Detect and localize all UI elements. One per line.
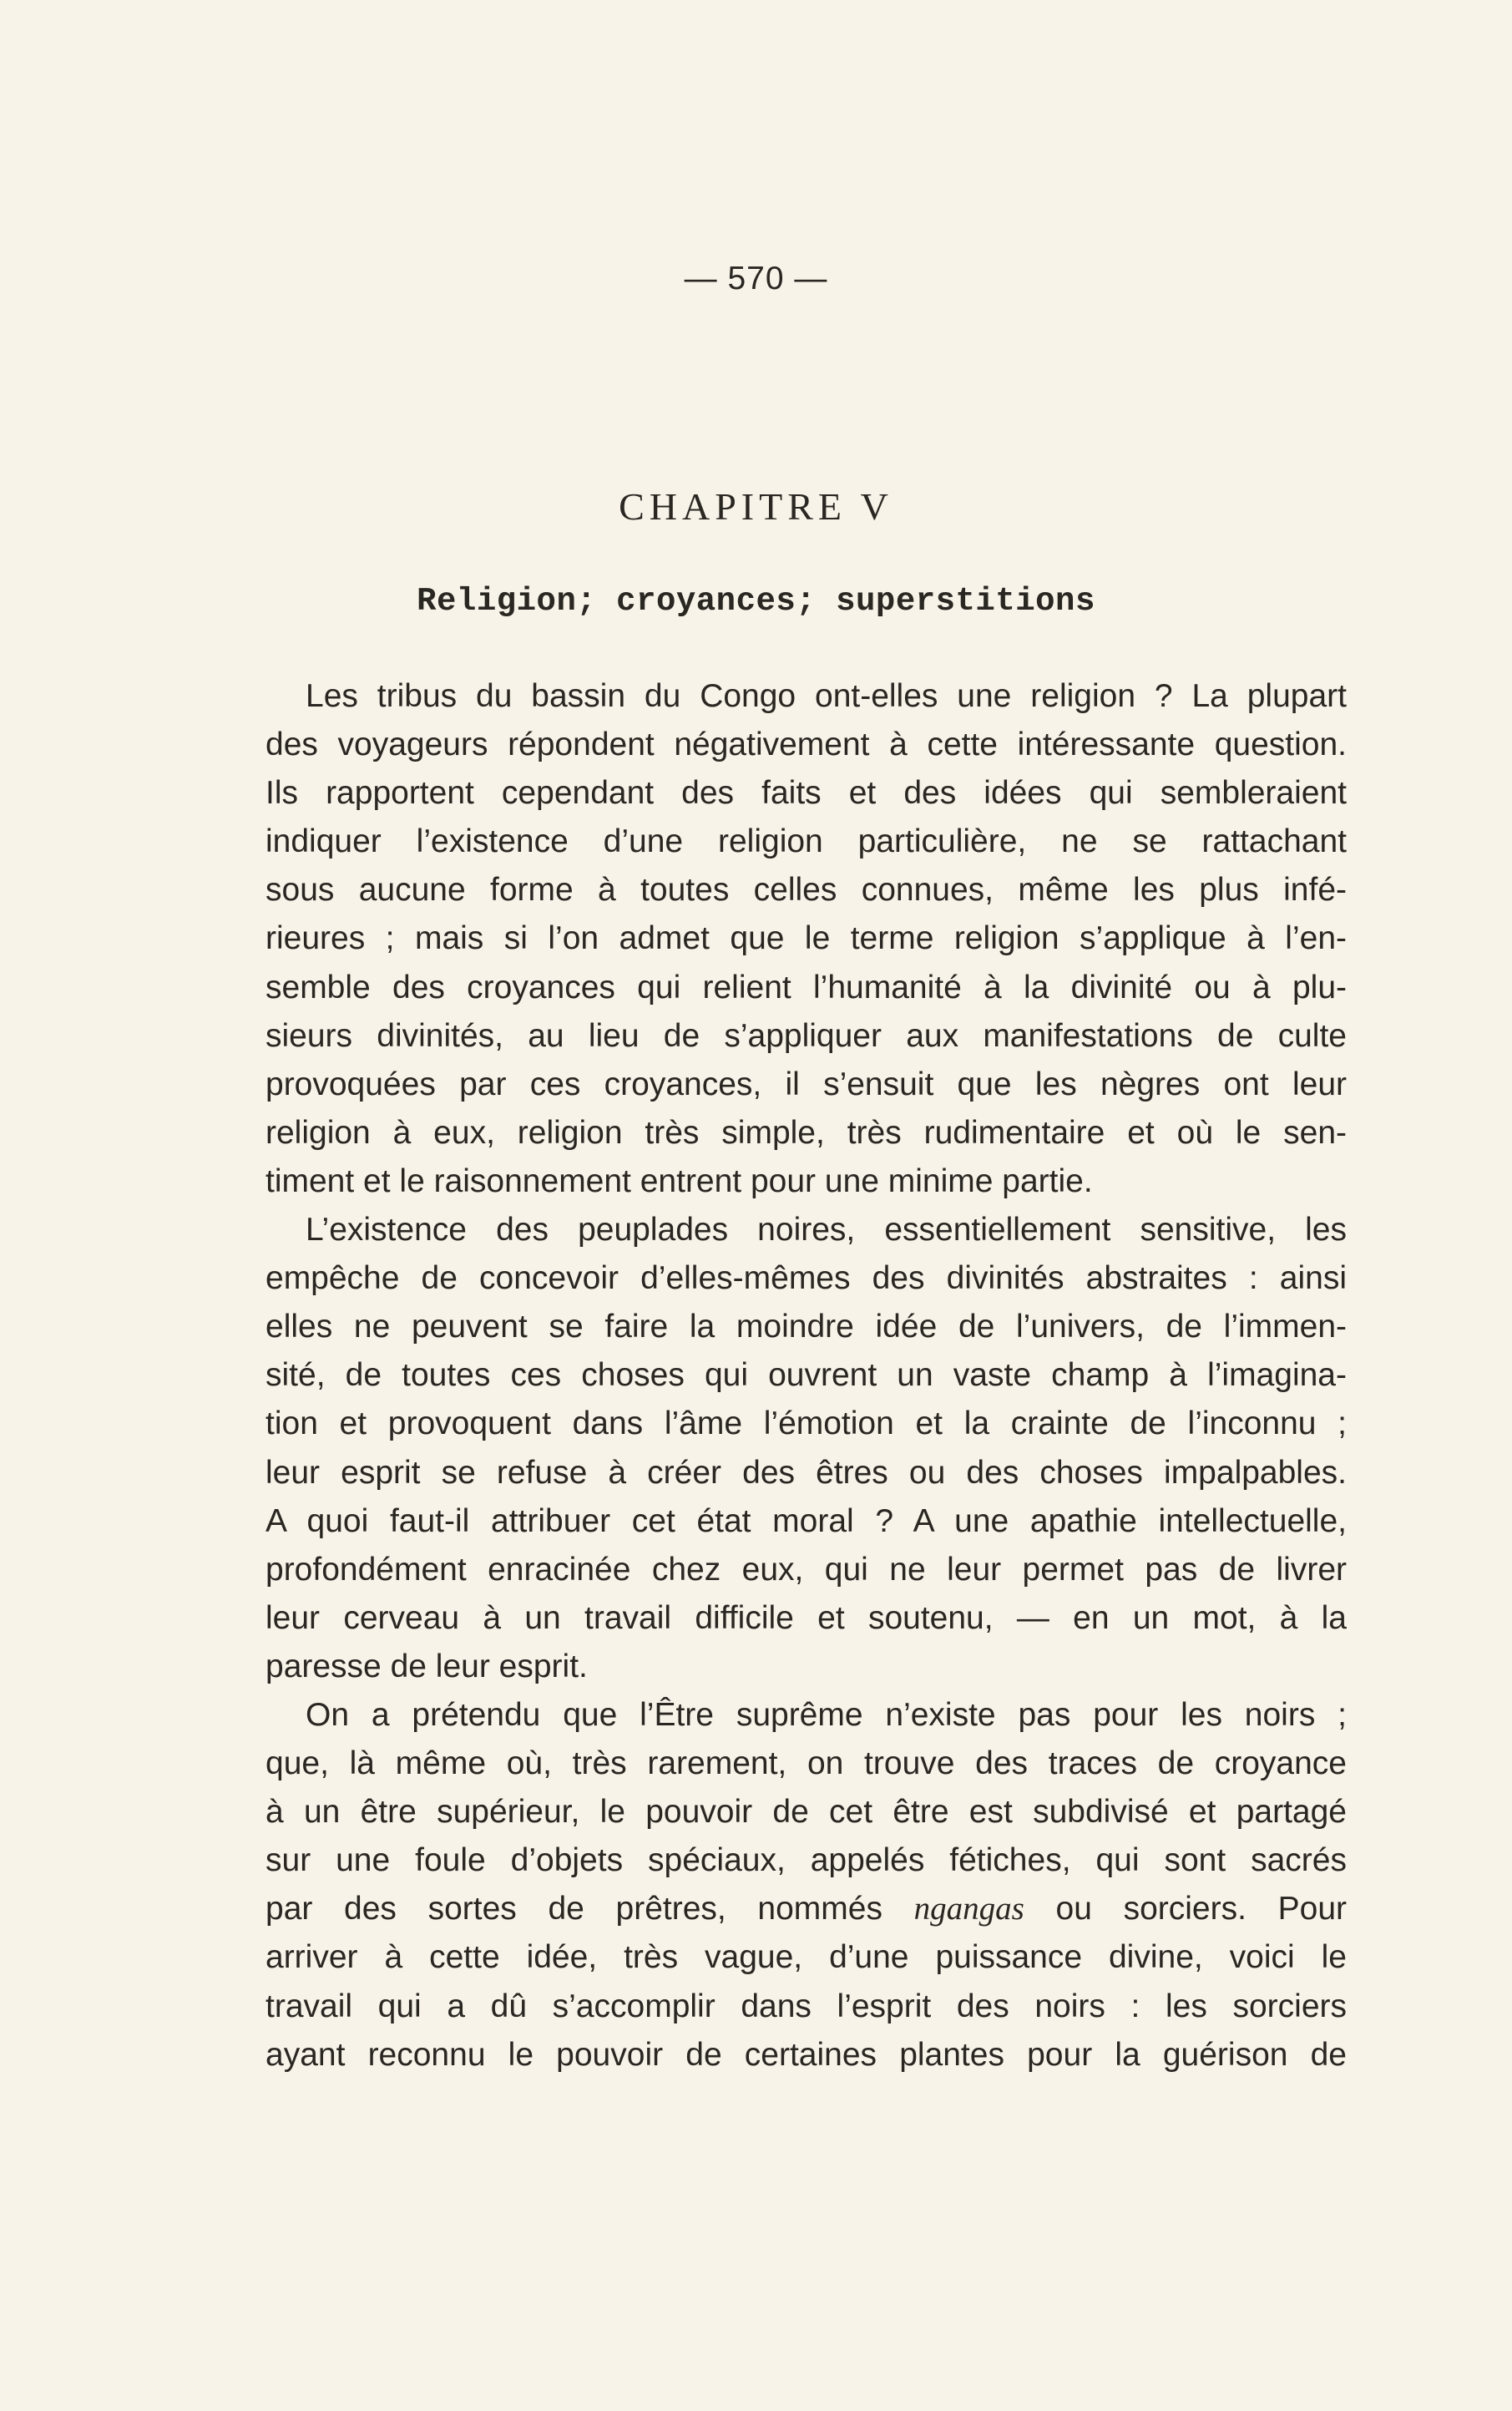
text-line: timent et le raisonnement entrent pour une minime partie. — [265, 1162, 1093, 1199]
text-line: sieurs divinités, au lieu de s’appliquer aux manifestations de culte — [265, 1017, 1347, 1054]
text-line: des voyageurs répondent négativement à cette intéressante question. — [265, 727, 1347, 763]
text-line: sous aucune forme à toutes celles connues, même les plus infé- — [265, 872, 1347, 909]
text-line: ayant reconnu le pouvoir de certaines plantes pour la guérison de — [265, 2036, 1347, 2073]
text-line: rieures ; mais si l’on admet que le terme religion s’applique à l’en- — [265, 920, 1347, 957]
text-segment: ou sorciers. Pour — [1055, 1891, 1347, 1927]
text-line: Les tribus du bassin du Congo ont-elles une religion ? La plupart — [306, 678, 1347, 714]
text-line: indiquer l’existence d’une religion particulière, ne se rattachant — [265, 823, 1347, 860]
text-line: Ils rapportent cependant des faits et des idées qui sembleraient — [265, 775, 1347, 812]
text-line: empêche de concevoir d’elles-mêmes des divinités abstraites : ainsi — [265, 1260, 1347, 1297]
text-line: A quoi faut-il attribuer cet état moral ? A une apathie intellectuelle, — [265, 1502, 1347, 1539]
text-line: On a prétendu que l’Être suprême n’existe pas pour les noirs ; — [306, 1696, 1347, 1733]
text-line: travail qui a dû s’accomplir dans l’esprit des noirs : les sorciers — [265, 1988, 1347, 2024]
text-line: arriver à cette idée, très vague, d’une puissance divine, voici le — [265, 1939, 1347, 1976]
text-line: sité, de toutes ces choses qui ouvrent un vaste champ à l’imagina- — [265, 1357, 1347, 1394]
text-line: leur esprit se refuse à créer des êtres ou des choses impalpables. — [265, 1454, 1347, 1491]
text-line: L’existence des peuplades noires, essentiellement sensitive, les — [306, 1212, 1347, 1249]
text-line: profondément enracinée chez eux, qui ne leur permet pas de livrer — [265, 1551, 1347, 1588]
text-line: paresse de leur esprit. — [265, 1648, 588, 1684]
text-line: elles ne peuvent se faire la moindre idée de l’univers, de l’immen- — [265, 1309, 1347, 1345]
chapter-subtitle: Religion; croyances; superstitions — [417, 583, 1095, 620]
text-line: que, là même où, très rarement, on trouve des traces de croyance — [265, 1745, 1347, 1782]
text-line: semble des croyances qui relient l’humanité à la divinité ou à plu- — [265, 969, 1347, 1005]
text-segment: par des sortes de prêtres, nommés — [265, 1891, 882, 1927]
text-line: provoquées par ces croyances, il s’ensuit que les nègres ont leur — [265, 1066, 1347, 1102]
page-number: — 570 — — [684, 261, 828, 296]
italic-term: ngangas — [913, 1891, 1024, 1927]
text-line: religion à eux, religion très simple, très rudimentaire et où le sen- — [265, 1114, 1347, 1151]
text-line: tion et provoquent dans l’âme l’émotion et la crainte de l’inconnu ; — [265, 1406, 1347, 1442]
body-text — [265, 672, 1347, 2079]
text-line: leur cerveau à un travail difficile et soutenu, — en un mot, à la — [265, 1599, 1347, 1636]
chapter-title: CHAPITRE V — [619, 485, 893, 528]
text-line: à un être supérieur, le pouvoir de cet être est subdivisé et partagé — [265, 1794, 1347, 1831]
text-line: sur une foule d’objets spéciaux, appelés fétiches, qui sont sacrés — [265, 1842, 1347, 1879]
text-line — [265, 1885, 1347, 1933]
